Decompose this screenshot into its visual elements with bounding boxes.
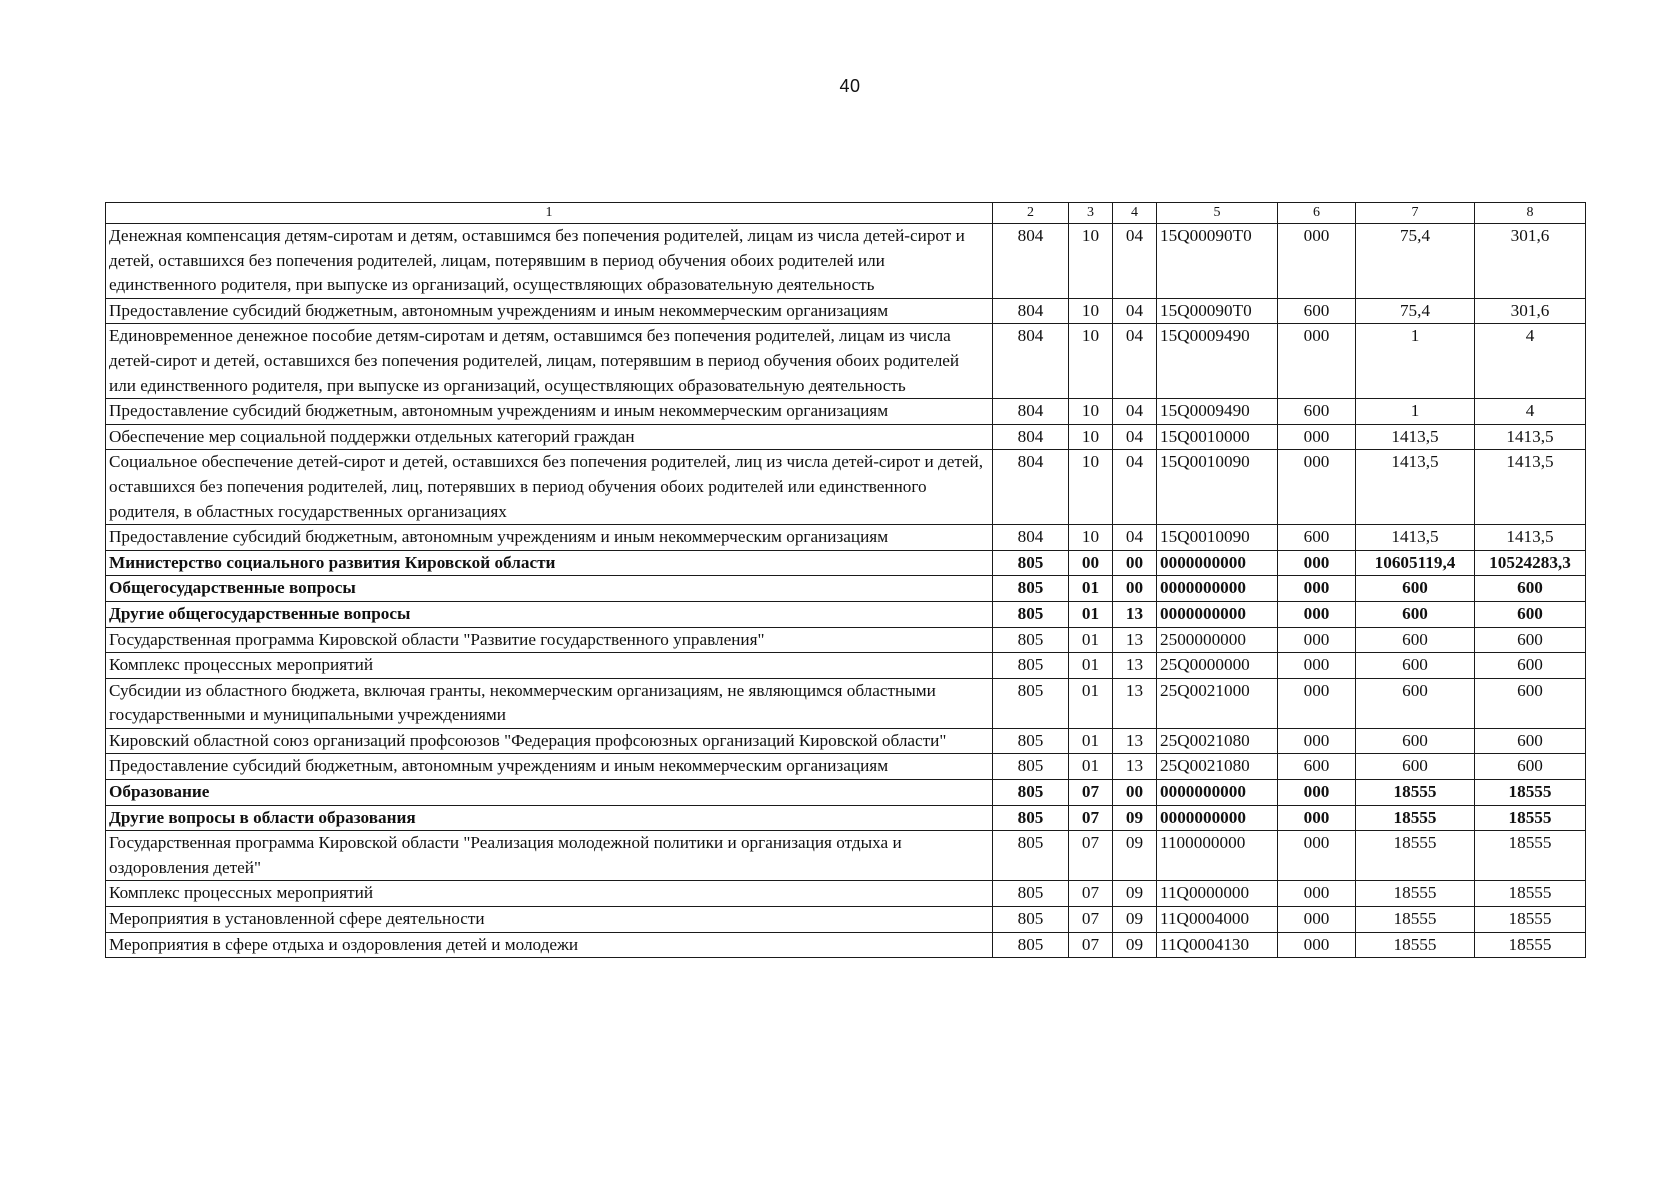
row-subsection-cell: 13 [1113,627,1157,653]
row-ministry-code-cell: 805 [993,780,1069,806]
row-subsection-cell: 04 [1113,424,1157,450]
row-amount-year2-cell: 18555 [1475,881,1586,907]
row-name-cell: Другие общегосударственные вопросы [106,601,993,627]
row-amount-year1-cell: 1413,5 [1356,424,1475,450]
row-subsection-cell: 04 [1113,298,1157,324]
table-row [106,881,1586,907]
row-section-cell: 01 [1069,653,1113,679]
row-target-article-cell: 1100000000 [1157,831,1278,881]
row-amount-year2-cell: 600 [1475,576,1586,602]
table-row [106,932,1586,958]
row-amount-year2-cell: 301,6 [1475,224,1586,299]
row-section-cell: 07 [1069,805,1113,831]
row-target-article-cell: 0000000000 [1157,780,1278,806]
row-ministry-code-cell: 805 [993,805,1069,831]
row-amount-year1-cell: 600 [1356,576,1475,602]
row-amount-year1-cell: 600 [1356,754,1475,780]
row-target-article-cell: 15Q0009490 [1157,324,1278,399]
table-row [106,525,1586,551]
row-target-article-cell: 2500000000 [1157,627,1278,653]
row-subsection-cell: 00 [1113,576,1157,602]
table-row [106,576,1586,602]
table-row [106,907,1586,933]
row-ministry-code-cell: 804 [993,399,1069,425]
row-section-cell: 10 [1069,525,1113,551]
row-section-cell: 10 [1069,298,1113,324]
table-row [106,780,1586,806]
row-subsection-cell: 00 [1113,550,1157,576]
row-subsection-cell: 09 [1113,805,1157,831]
header-col-8: 8 [1475,203,1586,224]
row-name-cell: Другие вопросы в области образования [106,805,993,831]
row-amount-year1-cell: 18555 [1356,831,1475,881]
table-row [106,601,1586,627]
row-target-article-cell: 11Q0004000 [1157,907,1278,933]
row-section-cell: 07 [1069,881,1113,907]
row-subsection-cell: 00 [1113,780,1157,806]
row-amount-year1-cell: 75,4 [1356,224,1475,299]
row-name-cell: Общегосударственные вопросы [106,576,993,602]
row-name-cell: Мероприятия в сфере отдыха и оздоровления детей и молодежи [106,932,993,958]
row-target-article-cell: 0000000000 [1157,601,1278,627]
row-amount-year2-cell: 600 [1475,728,1586,754]
header-col-1: 1 [106,203,993,224]
row-ministry-code-cell: 804 [993,450,1069,525]
row-target-article-cell: 15Q0010000 [1157,424,1278,450]
row-ministry-code-cell: 805 [993,653,1069,679]
row-ministry-code-cell: 804 [993,298,1069,324]
table-row [106,224,1586,299]
row-subsection-cell: 04 [1113,324,1157,399]
row-name-cell: Денежная компенсация детям-сиротам и детям, оставшимся без попечения родителей, лицам из числа детей-сирот и детей, оставшихся без попечения родителей, лицам, потерявшим в период обучения обоих родителей или единственного родителя, при выпуске из организаций, осуществляющих образовательную деятельность [106,224,993,299]
header-col-4: 4 [1113,203,1157,224]
row-amount-year2-cell: 4 [1475,324,1586,399]
table-row [106,831,1586,881]
row-section-cell: 01 [1069,754,1113,780]
row-name-cell: Субсидии из областного бюджета, включая гранты, некоммерческим организациям, не являющимся областными государственными и муниципальными учреждениями [106,678,993,728]
column-number-header-row [106,203,1586,224]
row-ministry-code-cell: 805 [993,601,1069,627]
row-target-article-cell: 25Q0000000 [1157,653,1278,679]
row-ministry-code-cell: 805 [993,754,1069,780]
row-amount-year1-cell: 18555 [1356,881,1475,907]
header-col-3: 3 [1069,203,1113,224]
row-subsection-cell: 09 [1113,881,1157,907]
row-name-cell: Единовременное денежное пособие детям-сиротам и детям, оставшимся без попечения родителей, лицам из числа детей-сирот и детей, оставшихся без попечения родителей, лицам, потерявшим в период обучения обоих родителей или единственного родителя, при выпуске из организаций, осуществляющих образовательную деятельность [106,324,993,399]
row-section-cell: 10 [1069,399,1113,425]
row-expense-type-cell: 000 [1278,805,1356,831]
row-section-cell: 10 [1069,224,1113,299]
row-expense-type-cell: 000 [1278,831,1356,881]
row-amount-year1-cell: 600 [1356,601,1475,627]
row-amount-year1-cell: 1 [1356,324,1475,399]
row-amount-year1-cell: 1413,5 [1356,450,1475,525]
page-number: 40 [839,76,861,96]
row-subsection-cell: 13 [1113,754,1157,780]
row-expense-type-cell: 000 [1278,424,1356,450]
row-name-cell: Государственная программа Кировской области "Реализация молодежной политики и организация отдыха и оздоровления детей" [106,831,993,881]
table-row [106,754,1586,780]
row-section-cell: 07 [1069,780,1113,806]
row-amount-year2-cell: 1413,5 [1475,424,1586,450]
row-target-article-cell: 15Q00090T0 [1157,224,1278,299]
row-target-article-cell: 15Q0010090 [1157,525,1278,551]
row-ministry-code-cell: 805 [993,907,1069,933]
row-ministry-code-cell: 805 [993,728,1069,754]
row-expense-type-cell: 600 [1278,754,1356,780]
row-amount-year1-cell: 10605119,4 [1356,550,1475,576]
row-expense-type-cell: 000 [1278,881,1356,907]
row-amount-year1-cell: 600 [1356,653,1475,679]
row-ministry-code-cell: 804 [993,224,1069,299]
table-row [106,298,1586,324]
row-subsection-cell: 13 [1113,601,1157,627]
row-subsection-cell: 13 [1113,728,1157,754]
row-amount-year2-cell: 301,6 [1475,298,1586,324]
row-amount-year2-cell: 600 [1475,653,1586,679]
row-target-article-cell: 0000000000 [1157,805,1278,831]
row-subsection-cell: 04 [1113,399,1157,425]
row-expense-type-cell: 000 [1278,932,1356,958]
row-name-cell: Предоставление субсидий бюджетным, автономным учреждениям и иным некоммерческим организациям [106,525,993,551]
row-expense-type-cell: 000 [1278,224,1356,299]
row-target-article-cell: 25Q0021080 [1157,754,1278,780]
row-expense-type-cell: 600 [1278,399,1356,425]
table-row [106,653,1586,679]
row-expense-type-cell: 600 [1278,298,1356,324]
row-amount-year1-cell: 600 [1356,678,1475,728]
row-section-cell: 07 [1069,932,1113,958]
table-row [106,728,1586,754]
row-expense-type-cell: 000 [1278,627,1356,653]
row-section-cell: 07 [1069,831,1113,881]
row-target-article-cell: 15Q0009490 [1157,399,1278,425]
row-expense-type-cell: 000 [1278,324,1356,399]
row-amount-year1-cell: 600 [1356,728,1475,754]
row-amount-year2-cell: 600 [1475,601,1586,627]
row-target-article-cell: 0000000000 [1157,576,1278,602]
row-amount-year1-cell: 1 [1356,399,1475,425]
row-name-cell: Мероприятия в установленной сфере деятельности [106,907,993,933]
row-section-cell: 01 [1069,601,1113,627]
row-subsection-cell: 04 [1113,224,1157,299]
row-target-article-cell: 25Q0021080 [1157,728,1278,754]
row-name-cell: Обеспечение мер социальной поддержки отдельных категорий граждан [106,424,993,450]
table-row [106,324,1586,399]
row-amount-year1-cell: 600 [1356,627,1475,653]
row-ministry-code-cell: 804 [993,525,1069,551]
row-amount-year2-cell: 18555 [1475,780,1586,806]
row-name-cell: Комплекс процессных мероприятий [106,881,993,907]
row-expense-type-cell: 600 [1278,525,1356,551]
row-target-article-cell: 25Q0021000 [1157,678,1278,728]
row-subsection-cell: 13 [1113,653,1157,679]
row-subsection-cell: 04 [1113,525,1157,551]
row-section-cell: 00 [1069,550,1113,576]
row-amount-year2-cell: 600 [1475,754,1586,780]
row-expense-type-cell: 000 [1278,907,1356,933]
row-amount-year1-cell: 1413,5 [1356,525,1475,551]
row-amount-year1-cell: 18555 [1356,907,1475,933]
row-name-cell: Образование [106,780,993,806]
row-section-cell: 01 [1069,728,1113,754]
table-row [106,550,1586,576]
row-expense-type-cell: 000 [1278,601,1356,627]
row-name-cell: Комплекс процессных мероприятий [106,653,993,679]
row-expense-type-cell: 000 [1278,450,1356,525]
row-amount-year1-cell: 18555 [1356,932,1475,958]
row-amount-year2-cell: 18555 [1475,932,1586,958]
row-subsection-cell: 13 [1113,678,1157,728]
row-amount-year2-cell: 600 [1475,678,1586,728]
row-expense-type-cell: 000 [1278,653,1356,679]
row-target-article-cell: 11Q0004130 [1157,932,1278,958]
row-ministry-code-cell: 805 [993,627,1069,653]
row-expense-type-cell: 000 [1278,576,1356,602]
row-name-cell: Предоставление субсидий бюджетным, автономным учреждениям и иным некоммерческим организациям [106,754,993,780]
row-ministry-code-cell: 805 [993,932,1069,958]
header-col-5: 5 [1157,203,1278,224]
row-expense-type-cell: 000 [1278,550,1356,576]
row-amount-year2-cell: 18555 [1475,907,1586,933]
table-row [106,450,1586,525]
row-section-cell: 07 [1069,907,1113,933]
row-amount-year2-cell: 600 [1475,627,1586,653]
row-target-article-cell: 15Q0010090 [1157,450,1278,525]
row-expense-type-cell: 000 [1278,678,1356,728]
row-ministry-code-cell: 805 [993,576,1069,602]
table-row [106,399,1586,425]
header-col-2: 2 [993,203,1069,224]
row-subsection-cell: 04 [1113,450,1157,525]
row-amount-year2-cell: 1413,5 [1475,525,1586,551]
table-row [106,424,1586,450]
row-amount-year1-cell: 18555 [1356,780,1475,806]
row-subsection-cell: 09 [1113,932,1157,958]
row-amount-year2-cell: 18555 [1475,831,1586,881]
header-col-7: 7 [1356,203,1475,224]
row-amount-year1-cell: 18555 [1356,805,1475,831]
row-amount-year2-cell: 1413,5 [1475,450,1586,525]
row-ministry-code-cell: 804 [993,324,1069,399]
row-subsection-cell: 09 [1113,831,1157,881]
row-expense-type-cell: 000 [1278,780,1356,806]
row-subsection-cell: 09 [1113,907,1157,933]
row-ministry-code-cell: 805 [993,881,1069,907]
budget-table [105,202,1586,958]
row-ministry-code-cell: 805 [993,831,1069,881]
row-section-cell: 10 [1069,450,1113,525]
row-name-cell: Кировский областной союз организаций профсоюзов "Федерация профсоюзных организаций Кировской области" [106,728,993,754]
budget-table-container [105,202,1585,958]
row-section-cell: 10 [1069,424,1113,450]
row-ministry-code-cell: 805 [993,550,1069,576]
header-col-6: 6 [1278,203,1356,224]
row-amount-year2-cell: 10524283,3 [1475,550,1586,576]
row-target-article-cell: 11Q0000000 [1157,881,1278,907]
row-ministry-code-cell: 804 [993,424,1069,450]
row-name-cell: Предоставление субсидий бюджетным, автономным учреждениям и иным некоммерческим организациям [106,298,993,324]
table-row [106,805,1586,831]
row-section-cell: 10 [1069,324,1113,399]
row-amount-year1-cell: 75,4 [1356,298,1475,324]
row-section-cell: 01 [1069,678,1113,728]
table-row [106,678,1586,728]
row-target-article-cell: 0000000000 [1157,550,1278,576]
row-ministry-code-cell: 805 [993,678,1069,728]
row-name-cell: Министерство социального развития Кировской области [106,550,993,576]
row-name-cell: Государственная программа Кировской области "Развитие государственного управления" [106,627,993,653]
table-row [106,627,1586,653]
row-expense-type-cell: 000 [1278,728,1356,754]
row-section-cell: 01 [1069,627,1113,653]
row-name-cell: Социальное обеспечение детей-сирот и детей, оставшихся без попечения родителей, лиц из числа детей-сирот и детей, оставшихся без попечения родителей, лиц, потерявших в период обучения обоих родителей или единственного родителя, в областных государственных организациях [106,450,993,525]
row-amount-year2-cell: 18555 [1475,805,1586,831]
row-target-article-cell: 15Q00090T0 [1157,298,1278,324]
row-section-cell: 01 [1069,576,1113,602]
row-amount-year2-cell: 4 [1475,399,1586,425]
row-name-cell: Предоставление субсидий бюджетным, автономным учреждениям и иным некоммерческим организациям [106,399,993,425]
